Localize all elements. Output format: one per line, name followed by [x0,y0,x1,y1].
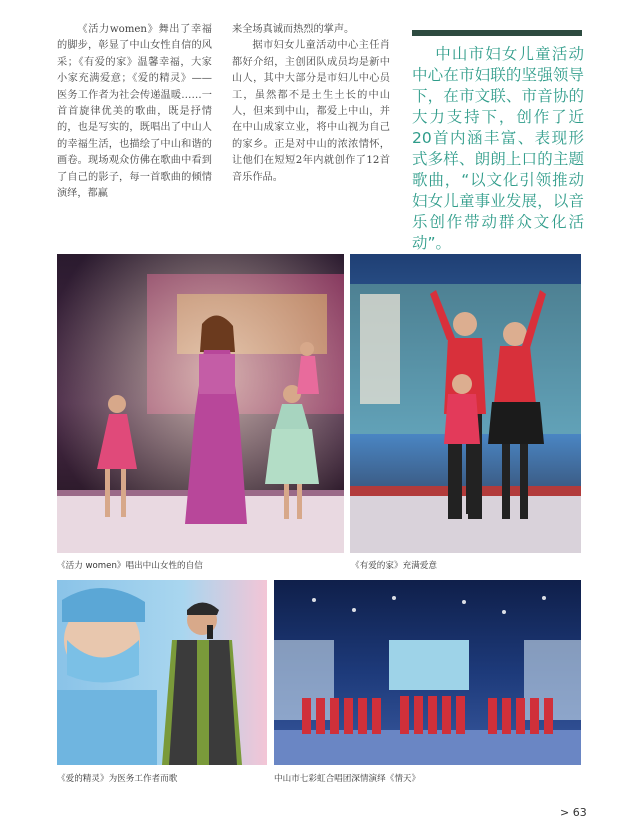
article-column-1 [57,22,212,202]
caption-photo-family: 《有爱的家》充满爱意 [351,561,437,571]
article-paragraph: 《活力women》舞出了幸福的脚步，彰显了中山女性自信的风采；《有爱的家》温馨幸福，大家小家充满爱意；《爱的精灵》——医务工作者为社会传递温暖……一首首旋律优美的歌曲，既是抒情的，也是写实的，既唱出了中山人的幸福生活，也描绘了中山和谐的画卷。现场观众仿佛在歌曲中看到了自己的影子，每一首歌曲的倾情演绎，都赢 [57,24,212,200]
photo-choir [274,580,581,765]
article-column-2 [232,22,390,186]
photo-singer-illustration [57,580,267,765]
caption-photo-dancers: 《活力 women》唱出中山女性的自信 [57,561,203,571]
caption-photo-choir: 中山市七彩虹合唱团深情演绎《情天》 [274,774,421,784]
photo-singer [57,580,267,765]
page-number: > 63 [560,806,587,819]
caption-photo-singer: 《爱的精灵》为医务工作者而歌 [57,774,178,784]
photo-family-illustration [350,254,581,553]
pull-quote-rule [412,30,582,36]
photo-dancers [57,254,344,553]
photo-choir-illustration [274,580,581,765]
photo-family [350,254,581,553]
article-paragraph: 据市妇女儿童活动中心主任肖都好介绍，主创团队成员均是新中山人，其中大部分是市妇儿中心员工，虽然都不是土生土长的中山人，但来到中山，都爱上中山，并在中山成家立业，将中山视为自己的家乡。正是对中山的浓浓情怀，让他们在短短2年内就创作了12首音乐作品。 [232,40,390,183]
photo-dancers-illustration [57,254,344,553]
article-paragraph: 来全场真诚而热烈的掌声。 [232,24,355,35]
pull-quote: 中山市妇女儿童活动中心在市妇联的坚强领导下，在市文联、市音协的大力支持下，创作了近20首内涵丰富、表现形式多样、朗朗上口的主题歌曲，“以文化引领推动妇女儿童事业发展，以音乐创作带动群众文化活动”。 [412,45,584,252]
